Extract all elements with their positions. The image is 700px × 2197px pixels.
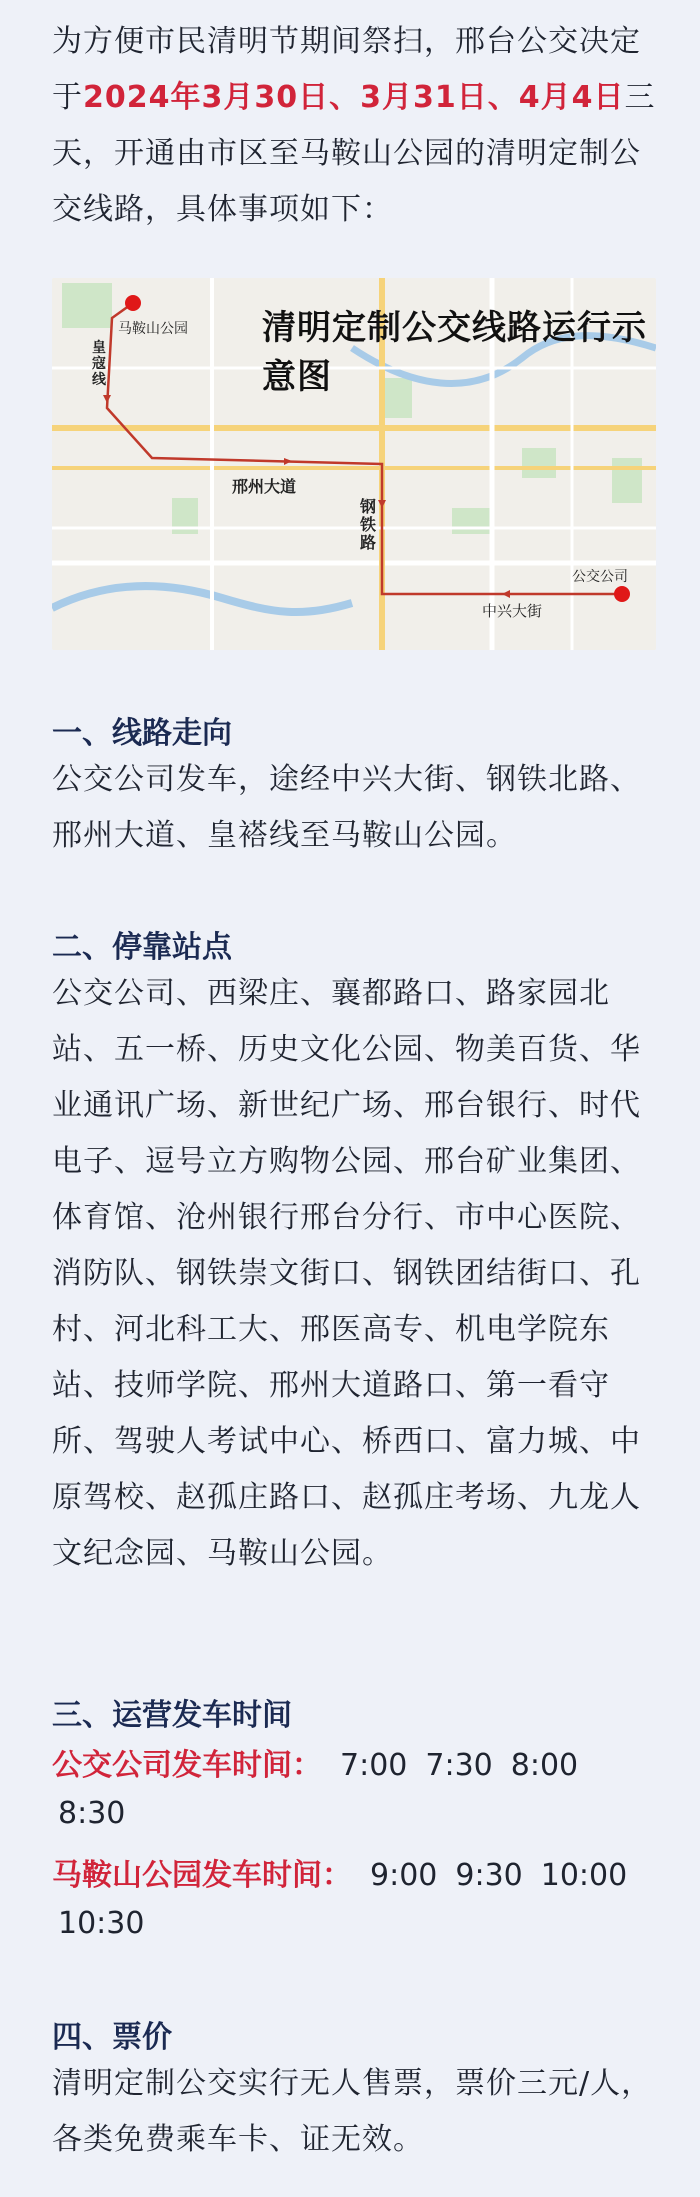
intro-paragraph <box>52 14 662 238</box>
end-marker <box>614 586 630 602</box>
intro-text-1: 为方便市民清明节期间祭扫，邢台公交决定于 <box>52 24 641 115</box>
map-label-start: 马鞍山公园 <box>118 321 188 337</box>
map-label-road2: 钢 铁 路 <box>360 497 377 552</box>
time-item: 7:00 <box>340 1748 408 1783</box>
time-item: 8:00 <box>510 1748 579 1783</box>
section1-text: 公交公司发车，途经中兴大街、钢铁北路、邢州大道、皇褡线至马鞍山公园。 <box>52 762 641 853</box>
map-label-end: 公交公司 <box>572 569 628 585</box>
park-schedule <box>52 1850 627 1894</box>
map-label-road3: 中兴大街 <box>482 602 543 620</box>
section2-heading: 二、停靠站点 <box>52 930 232 965</box>
start-marker <box>125 295 141 311</box>
intro-text-2: 三天，开通由市区至马鞍山公园的清明定制公交线路，具体事项如下： <box>52 80 656 227</box>
section3-heading: 三、运营发车时间 <box>52 1698 292 1733</box>
time-item: 9:30 <box>455 1858 523 1893</box>
bus-company-schedule <box>52 1740 578 1784</box>
route-map <box>52 278 656 650</box>
time-item: 10:00 <box>540 1858 628 1893</box>
map-label-line: 皇 寇 线 <box>92 340 106 388</box>
time-item: 8:30 <box>58 1796 126 1831</box>
bus-company-label: 公交公司发车时间： <box>52 1748 322 1783</box>
park-schedule-cont <box>58 1906 144 1941</box>
map-label-road1: 邢州大道 <box>232 477 297 496</box>
section4-text: 清明定制公交实行无人售票，票价三元/人，各类免费乘车卡、证无效。 <box>52 2066 653 2157</box>
section1-heading: 一、线路走向 <box>52 716 232 751</box>
intro-dates: 2024年3月30日、3月31日、4月4日 <box>83 80 625 115</box>
time-item: 10:30 <box>58 1906 145 1941</box>
map-title: 清明定制公交线路运行示意图 <box>262 308 647 397</box>
bus-company-schedule-cont <box>58 1796 125 1831</box>
section4-heading: 四、票价 <box>52 2020 172 2055</box>
section2-text: 公交公司、西梁庄、襄都路口、路家园北站、五一桥、历史文化公园、物美百货、华业通讯广场、新世纪广场、邢台银行、时代电子、逗号立方购物公园、邢台矿业集团、体育馆、沧州银行邢台分行、市中心医院、消防队、钢铁崇文街口、钢铁团结街口、孔村、河北科工大、邢医高专、机电学院东站、技师学院、邢州大道路口、第一看守所、驾驶人考试中心、桥西口、富力城、中原驾校、赵孤庄路口、赵孤庄考场、九龙人文纪念园、马鞍山公园。 <box>52 976 641 1571</box>
time-item: 9:00 <box>370 1858 438 1893</box>
park-label: 马鞍山公园发车时间： <box>52 1858 352 1893</box>
time-item: 7:30 <box>425 1748 493 1783</box>
